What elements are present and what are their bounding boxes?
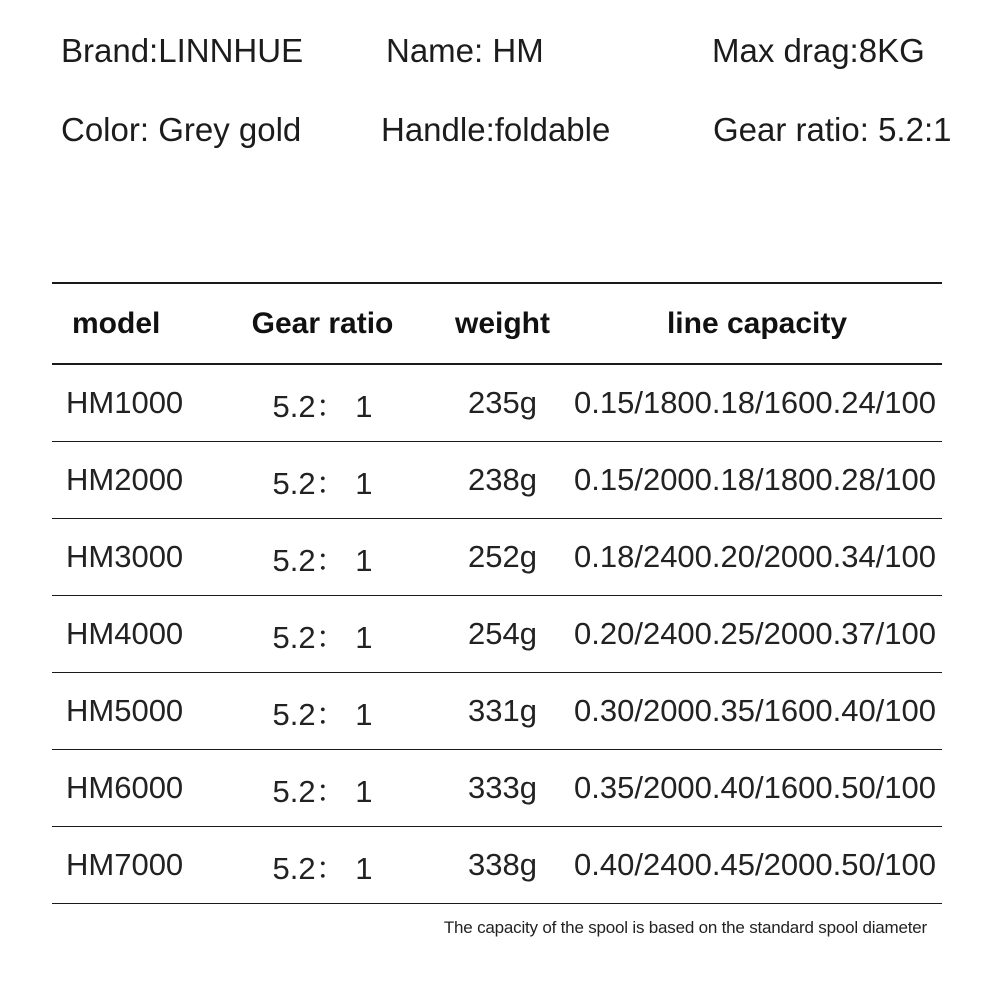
header-weight: weight — [455, 306, 550, 340]
cell-gear-ratio: 5.2： 1 — [272, 696, 373, 732]
cell-line-capacity — [574, 442, 937, 518]
cell-weight: 338g — [468, 847, 537, 882]
cell-line-capacity — [574, 596, 937, 672]
header-model: model — [72, 306, 161, 340]
cell-gear-ratio: 5.2： 1 — [272, 388, 373, 424]
cell-gear-ratio: 5.2： 1 — [272, 773, 373, 809]
table-row — [52, 596, 942, 673]
line-capacity-value: 0.34/100 — [815, 539, 937, 574]
cell-weight: 252g — [468, 539, 537, 574]
cell-line-capacity — [574, 827, 937, 903]
cell-weight: 238g — [468, 462, 537, 497]
line-capacity-value: 0.18/180 — [694, 462, 816, 497]
line-capacity-value: 0.24/100 — [815, 385, 937, 420]
line-capacity-value: 0.15/200 — [574, 462, 695, 497]
table-header-row — [52, 284, 942, 365]
specification-table — [52, 282, 942, 904]
line-capacity-value: 0.28/100 — [815, 462, 937, 497]
header-line-capacity: line capacity — [666, 306, 848, 340]
line-capacity-value: 0.25/200 — [694, 616, 816, 651]
spec-name: Name: HM — [386, 32, 544, 69]
table-body — [52, 365, 942, 904]
line-capacity-value: 0.35/160 — [694, 693, 816, 728]
table-row — [52, 827, 942, 904]
cell-model: HM6000 — [66, 770, 184, 805]
line-capacity-value: 0.40/160 — [694, 770, 816, 805]
line-capacity-value: 0.40/100 — [815, 693, 937, 728]
table-row — [52, 442, 942, 519]
cell-gear-ratio: 5.2： 1 — [272, 850, 373, 886]
table-row — [52, 519, 942, 596]
cell-model: HM3000 — [66, 539, 184, 574]
spec-max-drag: Max drag:8KG — [712, 32, 925, 69]
cell-weight: 333g — [468, 770, 537, 805]
cell-weight: 235g — [468, 385, 537, 420]
spec-handle: Handle:foldable — [381, 111, 611, 148]
line-capacity-value: 0.50/100 — [815, 770, 937, 805]
header-gear-ratio: Gear ratio — [251, 306, 394, 340]
cell-model: HM1000 — [66, 385, 184, 420]
cell-model: HM4000 — [66, 616, 184, 651]
spec-gear-ratio: Gear ratio: 5.2:1 — [713, 111, 952, 148]
cell-line-capacity — [574, 673, 937, 749]
line-capacity-value: 0.20/240 — [574, 616, 695, 651]
cell-weight: 331g — [468, 693, 537, 728]
cell-line-capacity — [574, 365, 937, 441]
line-capacity-value: 0.37/100 — [815, 616, 937, 651]
line-capacity-value: 0.18/160 — [694, 385, 816, 420]
table-row — [52, 750, 942, 827]
line-capacity-value: 0.15/180 — [574, 385, 695, 420]
cell-gear-ratio: 5.2： 1 — [272, 465, 373, 501]
line-capacity-value: 0.45/200 — [694, 847, 816, 882]
line-capacity-value: 0.35/200 — [574, 770, 695, 805]
cell-line-capacity — [574, 519, 937, 595]
line-capacity-value: 0.30/200 — [574, 693, 695, 728]
footnote: The capacity of the spool is based on the standard spool diameter — [443, 918, 927, 937]
cell-weight: 254g — [468, 616, 537, 651]
line-capacity-value: 0.18/240 — [574, 539, 695, 574]
spec-color: Color: Grey gold — [61, 111, 302, 148]
cell-line-capacity — [574, 750, 937, 826]
cell-model: HM7000 — [66, 847, 184, 882]
cell-gear-ratio: 5.2： 1 — [272, 542, 373, 578]
cell-model: HM5000 — [66, 693, 184, 728]
line-capacity-value: 0.40/240 — [574, 847, 695, 882]
table-row — [52, 673, 942, 750]
cell-model: HM2000 — [66, 462, 184, 497]
cell-gear-ratio: 5.2： 1 — [272, 619, 373, 655]
line-capacity-value: 0.50/100 — [815, 847, 937, 882]
table-row — [52, 365, 942, 442]
spec-brand: Brand:LINNHUE — [61, 32, 304, 69]
line-capacity-value: 0.20/200 — [694, 539, 816, 574]
